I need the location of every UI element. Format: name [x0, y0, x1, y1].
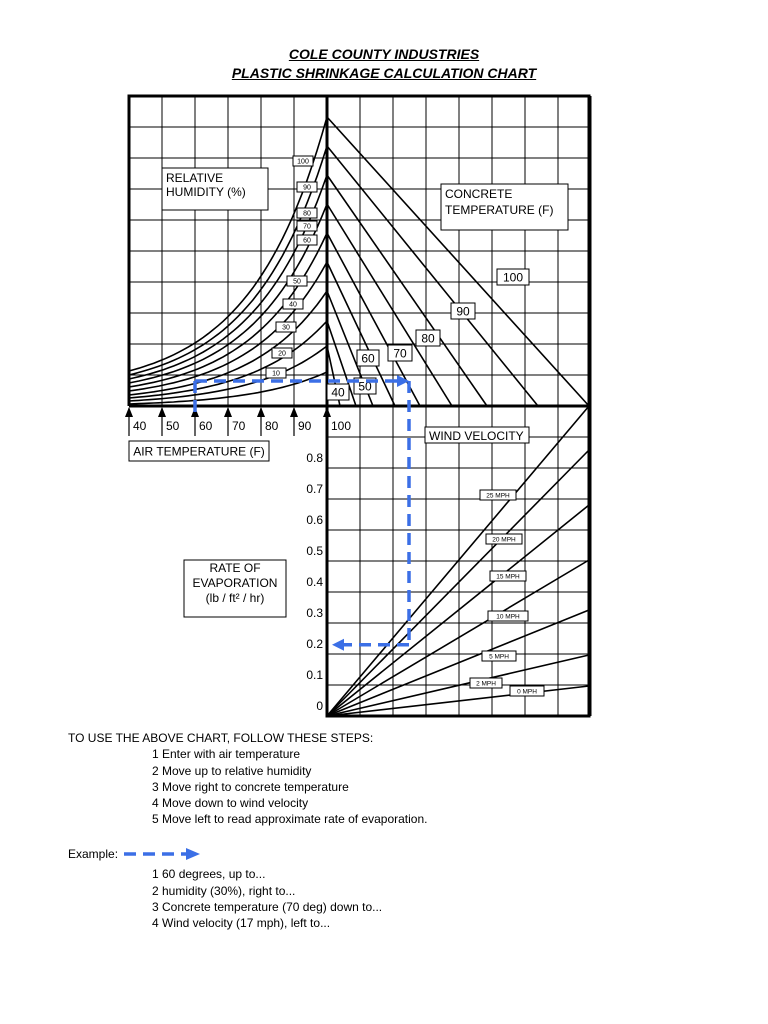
instruction-step-5: 5 Move left to read approximate rate of evaporation. [152, 812, 428, 827]
example-step-3: 3 Concrete temperature (70 deg) down to... [152, 899, 383, 914]
concrete-temp-label-40: 40 [331, 385, 345, 400]
example-arrowhead-right [397, 375, 409, 387]
concrete-temp-label-60: 60 [361, 351, 375, 366]
example-dashed-arrow-icon [122, 848, 202, 860]
wind-label-25-mph: 25 MPH [486, 492, 510, 500]
air-temp-arrow-head [323, 407, 331, 417]
example-step-2: 2 humidity (30%), right to... [152, 883, 296, 898]
evaporation-tick-0.7: 0.7 [306, 482, 323, 496]
concrete-temperature-title-line2: TEMPERATURE (F) [445, 203, 554, 217]
humidity-label-30: 30 [282, 324, 290, 332]
humidity-label-40: 40 [289, 301, 297, 309]
air-temp-tick-100: 100 [331, 419, 352, 433]
example [68, 846, 382, 931]
air-temp-arrow-head [290, 407, 298, 417]
instructions-heading: TO USE THE ABOVE CHART, FOLLOW THESE STEPS: [68, 731, 374, 745]
humidity-label-90: 90 [303, 184, 311, 192]
air-temp-arrow-head [158, 407, 166, 417]
humidity-label-60: 60 [303, 237, 311, 245]
example-label: Example: [68, 847, 119, 861]
evaporation-tick-0.4: 0.4 [306, 575, 323, 589]
humidity-label-50: 50 [293, 278, 301, 286]
air-temp-tick-90: 90 [298, 419, 312, 433]
concrete-temp-label-70: 70 [393, 346, 407, 361]
wind-label-20-mph: 20 MPH [492, 536, 516, 544]
concrete-temperature-title-line1: CONCRETE [445, 187, 513, 201]
wind-line-0-mph [327, 686, 589, 716]
air-temp-arrow-head [125, 407, 133, 417]
evaporation-tick-0.5: 0.5 [306, 544, 323, 558]
example-step-1: 1 60 degrees, up to... [152, 867, 266, 882]
concrete-temp-label-100: 100 [502, 270, 524, 285]
example-arrowhead-left [332, 639, 344, 651]
relative-humidity-title-line2: HUMIDITY (%) [166, 185, 246, 199]
wind-label-0-mph: 0 MPH [517, 688, 537, 696]
rate-of-evaporation-line-2: EVAPORATION [192, 576, 278, 590]
humidity-label-20: 20 [278, 350, 286, 358]
humidity-label-10: 10 [272, 370, 280, 378]
evaporation-tick-0.6: 0.6 [306, 513, 323, 527]
air-temp-tick-70: 70 [232, 419, 246, 433]
wind-velocity-title: WIND VELOCITY [429, 429, 524, 443]
evaporation-tick-0.1: 0.1 [306, 668, 323, 682]
evaporation-tick-0.8: 0.8 [306, 451, 323, 465]
example-step-4: 4 Wind velocity (17 mph), left to... [152, 916, 331, 931]
concrete-temp-label-90: 90 [456, 304, 470, 319]
air-temp-tick-80: 80 [265, 419, 279, 433]
instruction-step-1: 1 Enter with air temperature [152, 747, 301, 762]
wind-label-15-mph: 15 MPH [496, 573, 520, 581]
evaporation-tick-0.2: 0.2 [306, 637, 323, 651]
concrete-temp-label-80: 80 [421, 331, 435, 346]
air-temp-tick-50: 50 [166, 419, 180, 433]
instruction-step-2: 2 Move up to relative humidity [152, 763, 312, 778]
rate-of-evaporation-line-3: (lb / ft² / hr) [205, 591, 265, 605]
instruction-step-4: 4 Move down to wind velocity [152, 796, 309, 811]
rate-of-evaporation-line-1: RATE OF [209, 561, 261, 575]
instructions [68, 730, 428, 828]
humidity-label-100: 100 [297, 158, 309, 166]
chart-title: PLASTIC SHRINKAGE CALCULATION CHART [231, 65, 537, 81]
wind-label-5-mph: 5 MPH [489, 653, 509, 661]
air-temp-tick-40: 40 [133, 419, 147, 433]
air-temp-arrow-head [224, 407, 232, 417]
air-temperature-label: AIR TEMPERATURE (F) [133, 444, 265, 459]
air-temp-tick-60: 60 [199, 419, 213, 433]
wind-line-5-mph [327, 610, 589, 716]
humidity-label-70: 70 [303, 223, 311, 231]
wind-label-10-mph: 10 MPH [496, 613, 520, 621]
company-name: COLE COUNTY INDUSTRIES [288, 46, 480, 62]
evaporation-tick-0: 0 [316, 699, 323, 713]
humidity-label-80: 80 [303, 210, 311, 218]
evaporation-tick-0.3: 0.3 [306, 606, 323, 620]
relative-humidity-title-line1: RELATIVE [166, 171, 224, 185]
air-temp-arrow-head [257, 407, 265, 417]
wind-line-15-mph [327, 505, 589, 716]
instruction-step-3: 3 Move right to concrete temperature [152, 779, 349, 794]
concrete-temp-label-50: 50 [358, 379, 372, 394]
wind-label-2-mph: 2 MPH [476, 680, 496, 688]
